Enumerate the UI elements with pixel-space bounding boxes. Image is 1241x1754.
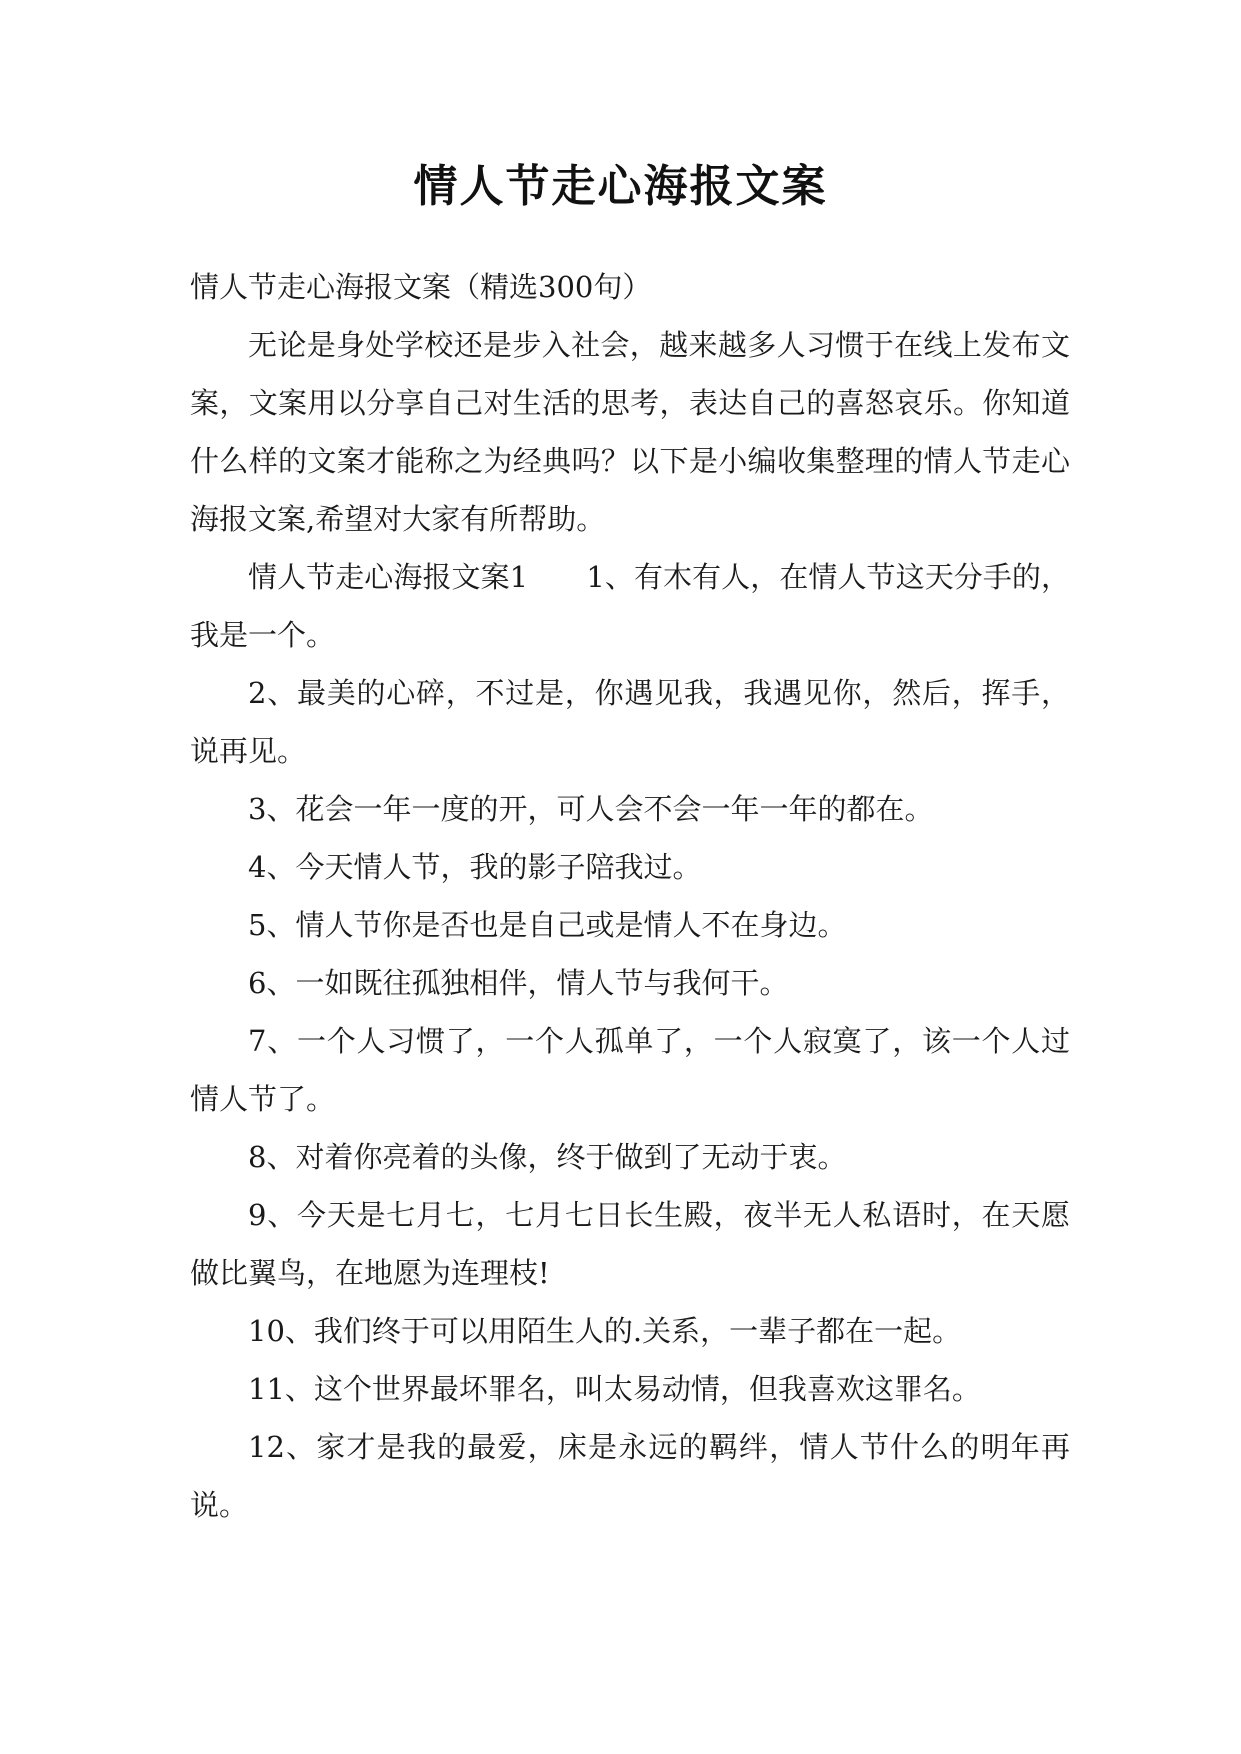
document-body <box>190 258 1070 1534</box>
paragraph-item-10: 10、我们终于可以用陌生人的.关系，一辈子都在一起。 <box>248 1314 962 1348</box>
document-title: 情人节走心海报文案 <box>413 161 828 212</box>
paragraph-item-12: 12、家才是我的最爱，床是永远的羁绊，情人节什么的明年再说。 <box>190 1430 1070 1522</box>
paragraph-item-8: 8、对着你亮着的头像，终于做到了无动于衷。 <box>248 1140 847 1174</box>
paragraph-item-4: 4、今天情人节，我的影子陪我过。 <box>248 850 702 884</box>
paragraph-item-7: 7、一个人习惯了，一个人孤单了，一个人寂寞了，该一个人过情人节了。 <box>190 1024 1070 1116</box>
paragraph-item-5: 5、情人节你是否也是自己或是情人不在身边。 <box>248 908 847 942</box>
paragraph-item-11: 11、这个世界最坏罪名，叫太易动情，但我喜欢这罪名。 <box>248 1372 981 1406</box>
paragraph-item-9: 9、今天是七月七，七月七日长生殿，夜半无人私语时，在天愿做比翼鸟，在地愿为连理枝! <box>190 1198 1070 1290</box>
paragraph-subtitle: 情人节走心海报文案（精选300句） <box>190 270 652 304</box>
paragraph-item-2: 2、最美的心碎，不过是，你遇见我，我遇见你，然后，挥手，说再见。 <box>190 676 1070 768</box>
paragraph-item-1: 情人节走心海报文案1 1、有木有人，在情人节这天分手的，我是一个。 <box>190 560 1070 652</box>
paragraph-intro: 无论是身处学校还是步入社会，越来越多人习惯于在线上发布文案，文案用以分享自己对生活的思考，表达自己的喜怒哀乐。你知道什么样的文案才能称之为经典吗？以下是小编收集整理的情人节走心海报文案,希望对大家有所帮助。 <box>190 328 1070 536</box>
paragraph-item-3: 3、花会一年一度的开，可人会不会一年一年的都在。 <box>248 792 934 826</box>
paragraph-item-6: 6、一如既往孤独相伴，情人节与我何干。 <box>248 966 789 1000</box>
